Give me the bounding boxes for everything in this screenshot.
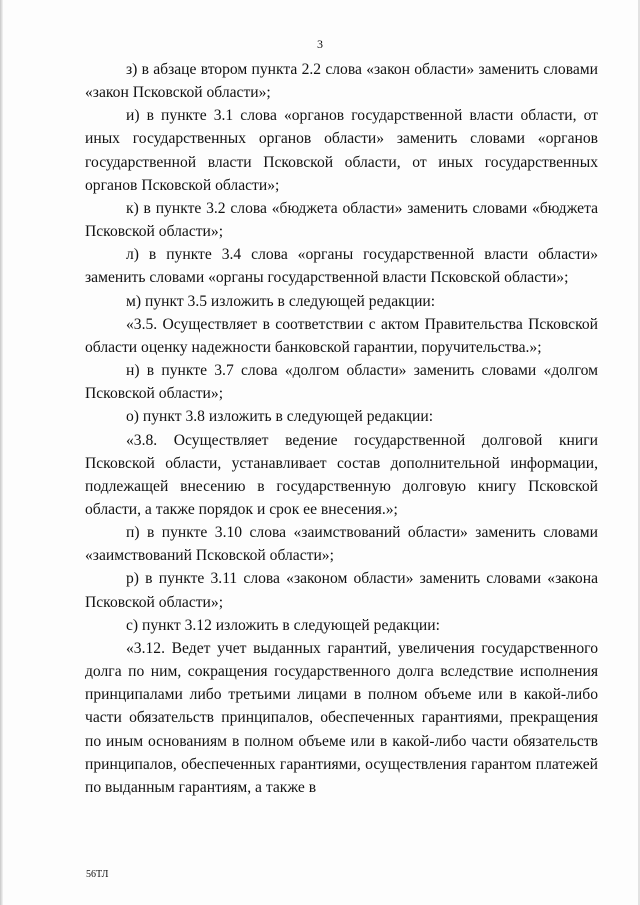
- scan-edge-left: [0, 0, 3, 905]
- document-body: [85, 58, 598, 799]
- paragraph-quote-3-8: «3.8. Осуществляет ведение государственной долговой книги Псковской области, устанавливает состав дополнительной информации, подлежащей внесению в государственную долговую книгу Псковской области, а также порядок и срок ее внесения.»;: [85, 431, 598, 518]
- page-number: 3: [317, 37, 323, 51]
- paragraph-o: о) пункт 3.8 изложить в следующей редакции:: [126, 408, 434, 426]
- paragraph-i: и) в пункте 3.1 слова «органов государственной власти области, от иных государственных органов области» заменить словами «органов государственной власти Псковской области, от иных государственных органов Псковской области»;: [85, 107, 598, 194]
- paragraph-n: н) в пункте 3.7 слова «долгом области» заменить словами «долгом Псковской области»;: [85, 362, 598, 403]
- paragraph-l: л) в пункте 3.4 слова «органы государственной власти области» заменить словами «органы государственной власти Псковской области»;: [85, 246, 598, 287]
- paragraph-s: с) пункт 3.12 изложить в следующей редакции:: [126, 616, 440, 634]
- paragraph-quote-3-12: «3.12. Ведет учет выданных гарантий, увеличения государственного долга по ним, сокращения государственного долга вследствие исполнения принципалами либо третьими лицами в полном объеме или в какой-либо части обязательств принципалов, обеспеченных гарантиями, прекращения по иным основаниям в полном объеме или в какой-либо части обязательств принципалов, обеспеченных гарантиями, осуществления гарантом платежей по выданным гарантиям, а также в: [85, 639, 598, 796]
- paragraph-quote-3-5: «3.5. Осуществляет в соответствии с актом Правительства Псковской области оценку надежности банковской гарантии, поручительства.»;: [85, 315, 598, 356]
- paragraph-r: р) в пункте 3.11 слова «законом области» заменить словами «закона Псковской области»;: [85, 570, 598, 611]
- paragraph-k: к) в пункте 3.2 слова «бюджета области» заменить словами «бюджета Псковской области»;: [85, 199, 598, 241]
- paragraph-m: м) пункт 3.5 изложить в следующей редакции:: [126, 292, 436, 310]
- paragraph-p: п) в пункте 3.10 слова «заимствований области» заменить словами «заимствований Псковской области»;: [85, 524, 598, 565]
- paragraph-z: з) в абзаце втором пункта 2.2 слова «закон области» заменить словами «закон Псковской области»;: [85, 61, 598, 102]
- footer-code: 56ТЛ: [86, 869, 109, 880]
